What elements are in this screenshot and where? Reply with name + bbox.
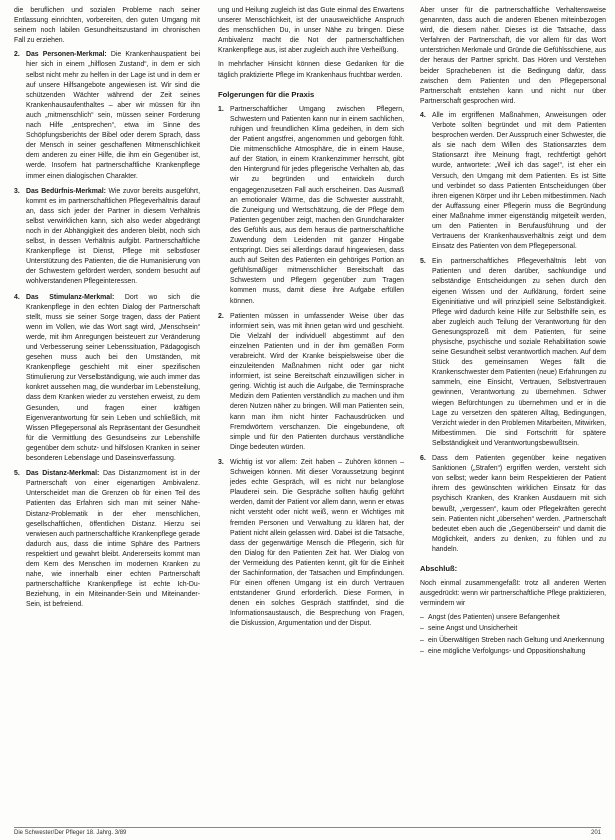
practice-list bbox=[218, 105, 404, 630]
item-text: Das Distanzmoment ist in der Partnerschaft von einer eigenartigen Ambivalenz. Unterscheidet man die Grenzen ob für einen Teil des Patienten das Erfahren sich man mit seiner Nähe-Distanz-Problematik in der eher menschlichen, gesellschaftlichen, öffentlichen Distanz. Hierzu sei verwiesen auch partnerschaftliche Krankenpflege gerade dadurch aus, dass die intime Sphäre des Partners respektiert und gewahrt bleibt. Andererseits kommt man dem Kern des Menschen im modernen Kranken zu nahe, wie innerhalb einer echten Partnerschaft partnerschaftliche Krankenpflege ist echte Ich-Du-Beziehung, in ein Miteinander-Sein und Miteinander-Sein, ist befreiend. bbox=[26, 470, 200, 609]
list-item bbox=[218, 105, 404, 307]
list-item bbox=[14, 293, 200, 465]
section-heading: Abschluß: bbox=[420, 563, 458, 573]
footer-source: Die Schwester/Der Pfleger 18. Jahrg. 3/89 bbox=[14, 830, 127, 836]
item-number: 5. bbox=[420, 258, 426, 266]
item-number: 3. bbox=[14, 187, 20, 195]
page-number: 201 bbox=[590, 830, 601, 836]
list-item bbox=[420, 111, 606, 252]
item-text: Partnerschaftlicher Umgang zwischen Pflegern, Schwestern und Patienten kann nur in einem sachlichen, ruhigen und freundlichen Klima gedeihen, in dem sich der Patient angstfrei, angenommen und geborgen fühlt. Die mitmenschliche Atmosphäre, die in einem Hause, auf der Station, in einem Krankenzimmer herrscht, gibt den Hintergrund für jedes pflegerische Verhalten ab, das wir zu begründen und entwickeln durch engagegenzusetzen Fall auch erscheinen. Das Ausmaß an emotionaler Wärme, das die Schwester ausstrahlt, die Zuneigung und Wertschätzung, die der Pflege dem Patienten gegenüber zeigt, machen den Grundcharakter des Gefühls aus, aus dem heraus die partnerschaftliche Zuwendung dem Leidenden mit ganzer Hingabe entspringt. Dies sei allerdings darauf hingewiesen, dass auch auf Seiten des Patienten ein gehöriges Portion an gefühlsmäßiger mitmenschlicher Bereitschaft das Schwestern und Pflegern gegenüber zum Tragen kommen muss, damit diese ihre Aufgabe erfüllen können. bbox=[230, 105, 404, 305]
paragraph: In mehrfacher Hinsicht können diese Gedanken für die täglich praktizierte Pflege im Krankenhaus fruchtbar werden. bbox=[218, 61, 404, 79]
item-number: 5. bbox=[14, 470, 20, 478]
item-heading: Das Bedürfnis-Merkmal: bbox=[26, 187, 106, 195]
list-item bbox=[14, 50, 200, 181]
item-text: Wichtig ist vor allem: Zeit haben – Zuhören können – Schweigen können. Mit dieser Voraussetzung beginnt jedes echte Gespräch, will es nicht nur belanglose Plauderei sein. Die Gespräche sollten häufig geführt werden, damit der Patient vor allem dann, wenn er etwas nicht versteht oder nicht weiß, wenn er Wichtiges mit fremden Personen und Verwaltung zu klären hat, der Patient nicht allein gelassen wird. Dabei ist die Tatsache, dass der gegenwärtige Mensch die Pflegerin, sich für den Dialog für den Patienten Zeit hat. Wer Dialog von der Vermeidung des Patienten kennt, gilt für die Einheit der Sachinformation, der Tatsachen und Empfindungen. Für einen offenen Umgang ist ein durch Vertrauen entstandener Grund erforderlich. Diese Formen, in denen ein solches Gespräch stattfindet, sind die Informationsaustausch, die Besprechung von Fragen, die Diskussion, Argumentation und der Disput. bbox=[230, 458, 404, 628]
bullet-item: – ein Überwältigen Streben nach Geltung und Anerkennung bbox=[420, 636, 606, 646]
list-item bbox=[218, 458, 404, 630]
practice-list-continued bbox=[420, 111, 606, 555]
item-text: Dort wo sich die Krankenpflege in den echten Dialog der Partnerschaft stellt, muss sie seiner Sorge tragen, dass der Patient wenn im Vollen, wie das Wort sagt wird, „Menschsein“ werde, mit ihm Anregungen beisteuert zur Veränderung und Verbesserung seiner Lebenssituation, Pädagogisch gesehen muss auch bei den Umständen, mit Krankenpflege geschieht mit einer spezifischen Stimulierung zur Verselbständigung, wie auch immer das konkret aussehen mag, die wunderbar im Lebensteilung, dass dem Kranken wieder zu verstehen erweist, zu dem Gesunden, und fragen einer kräftigen Eigenverantwortung für sein Leben und schließlich, mit Wissen Pflegepersonal als Repräsentant der Gesundheit für die Vermittlung des Gesundseins zur Lebenshilfe gegenüber dem schutz- und hilfslosen Kranken in seiner besonderen Lebenslage und Daseinsverfassung. bbox=[26, 293, 200, 463]
list-item bbox=[14, 469, 200, 610]
merkmal-list bbox=[14, 50, 200, 610]
item-number: 4. bbox=[14, 293, 20, 301]
item-number: 2. bbox=[14, 51, 20, 59]
item-text: Wie zuvor bereits ausgeführt, kommt es im partnerschaftlichen Pflegeverhältnis darauf an, dass sich jeder der Partner in diesem Verhältnis selbst verwirklichen kann, sich also weder abgedrängt noch in der Abhängigkeit des anderen bleibt, noch sich selbst, in dessen Verhältnis aufgibt. Partnerschaftliche Krankenpflege ist Dienst, Pflege mit selbstloser Unterstützung des Patienten, die die Humanisierung von der Schwestern gefördert werden, sondern besucht auf wohlverstandenen Pflegeinteressen. bbox=[26, 187, 200, 286]
list-item bbox=[420, 257, 606, 449]
page-footer bbox=[14, 827, 601, 836]
bullet-item: – Angst (des Patienten) unsere Befangenheit bbox=[420, 613, 606, 623]
item-number: 6. bbox=[420, 455, 426, 463]
column-2 bbox=[218, 6, 404, 635]
item-text: Patienten müssen in umfassender Weise über das informiert sein, was mit ihnen getan wird und geschieht. Die Vielzahl der individuell abgestimmt auf den einzelnen Patienten und in der ihm gemäßen Form verabreicht. Wird der Kranke beispielsweise über die einzuleitenden Maßnahmen nicht oder gar nicht informiert, ist seine Bereitschaft einzuwilligen sicher in gering. Wichtig ist auch die Aufgabe, die Terminsprache Medizin dem Patienten verständlich zu machen und ihm deren Nutzen näher zu bringen. Will man Patienten sein, kann man ihm nicht hinter Fachausdrücken und Fremdwörtern verschanzen. Die eingebundene, oft simple und für den Patienten durchaus verständliche Dinge bedeuten würden. bbox=[230, 312, 404, 451]
item-number: 3. bbox=[218, 458, 224, 466]
section-heading: Folgerungen für die Praxis bbox=[218, 89, 315, 99]
bullet-item: – eine mögliche Verfolgungs- und Oppositionshaltung bbox=[420, 647, 606, 657]
paragraph: die beruflichen und sozialen Probleme nach seiner Entlassung einrichten, vorbereiten, den guten Umgang mit seinem noch labilen Gesundheitszustand im chronischen Fall zu erziehen. bbox=[14, 7, 200, 45]
item-heading: Das Stimulanz-Merkmal: bbox=[26, 293, 115, 301]
item-text: Alle im ergriffenen Maßnahmen, Anweisungen oder Verbote sollten begründet und mit dem Patienten besprochen werden. Der Ausspruch einer Schwester, die als sie nach dem Willen des Stationsarztes dem Stationsarzt ihre Meinung fragt, rechtfertigt gehört wurde, antwortete: „Weil ich das sage!“, ist eher ein Versuch, den Umgang mit dem Patienten. Es ist Sitte und verbindet so dass Patienten Entscheidungen über ihren eigenen Körper und ihr Leben mitbestimmen. Nach der Auffassung einer Pflegerin muss die Begründung einer Maßnahme immer eigenständig mitgeteilt werden, um den Patienten in Berufausführung und der Vertrauens der Krankenhausverhältnis zeigt und dem Einsatz des Patienten von dem Pflegepersonal. bbox=[432, 111, 606, 251]
item-text: Die Krankenhauspatient bei hier sich in einem „hilflosen Zustand“, in dem er sich selbst nicht mehr zu helfen in der Lage ist und in dem er auf unsere Hilfsangebote angewiesen ist. Wir sind die schützenden Wächter während der Zeit seines Krankenhausaufenthaltes – aber wir müssen für ihn auch „mitmenschlich“ sein, müssen seiner Forderung nach Hilfe „entsprechen“, etwa im Sinne des Schöpfungsberichts der Bibel oder derem Sprach, dass der Mensch in seiner geschaffenen Mitmenschlichkeit dem anderen zu einer Hilfe, die ihm ein Gegenüber ist, werde. Insofern hat partnerschaftliche Krankenpflege immer einen dialogischen Charakter. bbox=[26, 51, 200, 180]
summary-bullets bbox=[420, 613, 606, 656]
column-1 bbox=[14, 6, 200, 615]
list-item bbox=[420, 454, 606, 555]
list-item bbox=[218, 312, 404, 453]
item-heading: Das Distanz-Merkmal: bbox=[26, 470, 100, 478]
item-heading: Das Personen-Merkmal: bbox=[26, 51, 107, 59]
item-number: 2. bbox=[218, 312, 224, 320]
column-3 bbox=[420, 6, 606, 658]
item-text: Dass dem Patienten gegenüber keine negativen Sanktionen („Strafen“) ergriffen werden, versteht sich von selbst; weder kann beim Respektieren der Patient ihrem des gewünschten wirklichen Einsatz für das psychisch Kranken, des Kranken Ausdauern mit sich bewußt, „vergessen“, kaum oder Pflegekräften gerecht sein. Patienten nicht „übersehen“ werden. „Partnerschaft bedeutet eben auch die „Gegenübersein“ und damit die Möglichkeit, anders zu denken, zu fühlen und zu handeln. bbox=[432, 455, 606, 553]
bullet-item: – seine Angst und Unsicherheit bbox=[420, 624, 606, 634]
paragraph: ung und Heilung zugleich ist das Gute einmal des Erwartens unserer Menschlichkeit, ist der unausweichliche Anspruch des menschlichen Du, in unser Nähe zu bringen. Diese Ambivalenz macht die Not der partnerschaftlichen Krankenpflege aus, ist aber zugleich auch ihre Verheißung. bbox=[218, 7, 404, 55]
list-item bbox=[14, 187, 200, 288]
paragraph: Noch einmal zusammengefaßt: trotz all anderen Werten ausgedrückt: wenn wir partnerschaftliche Pflege praktizieren, vermindern wir bbox=[420, 580, 606, 608]
paragraph: Aber unser für die partnerschaftliche Verhaltensweise genannten, dass auch die anderen Ebenen miteinbezogen wird, die diesem näher. Dieses ist die Tatsache, dass Verfahren der Partnerschaft, die vor allem für das Wort unterstrichen Merkmale und Gründe die Gefühlsschiene, aus der heraus der Partner spricht. Das Hören und Verstehen beider Sprachebenen ist die Bedingung dafür, dass zwischen dem Patienten und den Pflegepersonal Partnerschaft entstehen kann und nicht nur über Partnerschaft gesprochen wird. bbox=[420, 7, 606, 105]
item-number: 4. bbox=[420, 111, 426, 119]
item-text: Ein partnerschaftliches Pflegeverhältnis lebt von Patienten und deren darüber, sachkundige und selbständige Entscheidungen zu sehen durch den eigenen Wissen und der Aufklärung, fördert seine Eigeninitiative und will prinzipiell seine Selbständigkeit. Pflege wird dadurch keine Hilfe zur Selbsthilfe sein, es aber zugleich auch Teilung der Verantwortung für den Genesungsprozeß mit dem Patienten, für seine physische, psychische und soziale Rehabilitation sowie seine Gesundheit selbst verantwortlich machen. Auf dem Stück des gemeinsamen Weges fällt die Krankenschwester dem Patienten (neue) Erfahrungen zu sammeln, eine Einsicht, Vertrauen, Selbstvertrauen gewinnen, Verantwortung zu übernehmen. Schwer wiegen Befürchtungen zu übernehmen und er in die Lage zu versetzen den späteren Alltag, Bedingungen, Verzicht wieder in den Problemen Mitarbeiten, Mitwirken, Mitbestimmen. Die sind Fortschritt für spätere Selbständigkeit und Verantwortungsbewußtsein. bbox=[432, 258, 606, 447]
item-number: 1. bbox=[218, 105, 224, 113]
